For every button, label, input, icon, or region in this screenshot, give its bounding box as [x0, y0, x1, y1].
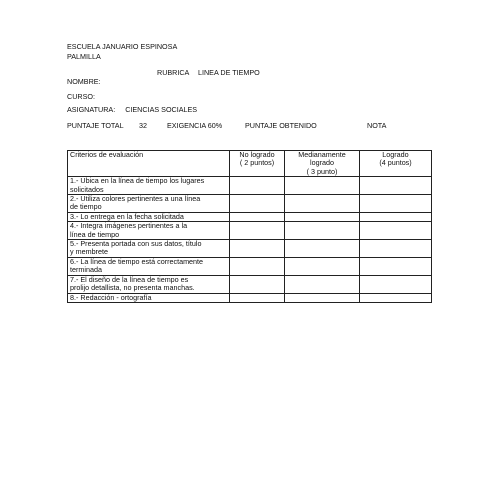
- score-cell-achieved[interactable]: [360, 275, 432, 293]
- score-cell-achieved[interactable]: [360, 222, 432, 240]
- criterion-text-line2: de tiempo: [70, 202, 102, 212]
- criterion-text-line2: línea de tiempo: [70, 229, 120, 239]
- medium-header-label-1: Medianamente: [298, 150, 346, 159]
- criterion-text-line2: solicitados: [70, 184, 104, 194]
- rubric-header-row: [68, 151, 432, 177]
- score-cell-medium[interactable]: [285, 222, 360, 240]
- subject-value: CIENCIAS SOCIALES: [125, 105, 198, 114]
- criterion-cell: [68, 257, 230, 275]
- score-cell-not-achieved[interactable]: [230, 212, 285, 221]
- score-total-value: 32: [139, 121, 147, 130]
- criteria-header: [68, 151, 230, 177]
- criterion-cell: [68, 195, 230, 213]
- exigencia-label: EXIGENCIA 60%: [167, 121, 223, 130]
- criterion-cell: [68, 240, 230, 258]
- criterion-text-line1: 6.- La línea de tiempo está correctamente: [70, 256, 204, 266]
- achieved-header-label: Logrado: [382, 150, 409, 159]
- score-cell-not-achieved[interactable]: [230, 240, 285, 258]
- score-obtained-label: PUNTAJE OBTENIDO: [245, 121, 317, 130]
- score-cell-not-achieved[interactable]: [230, 195, 285, 213]
- not-achieved-header-label: No logrado: [239, 150, 275, 159]
- achieved-header-points: (4 puntos): [379, 158, 412, 168]
- rubric-table: [67, 150, 432, 303]
- rubric-title: LINEA DE TIEMPO: [198, 68, 260, 77]
- criterion-text-line2: terminada: [70, 265, 102, 275]
- subject-label: ASIGNATURA:: [67, 105, 116, 114]
- score-cell-not-achieved[interactable]: [230, 257, 285, 275]
- not-achieved-header: [230, 151, 285, 177]
- table-row: [68, 195, 432, 213]
- medium-header-label-2: logrado: [310, 158, 334, 168]
- course-label: CURSO:: [67, 92, 95, 101]
- table-row: [68, 275, 432, 293]
- score-cell-not-achieved[interactable]: [230, 177, 285, 195]
- criterion-text-line2: y membrete: [70, 247, 108, 257]
- school-city: PALMILLA: [67, 52, 101, 61]
- score-total-label: PUNTAJE TOTAL: [67, 121, 124, 130]
- criterion-text-line1: 4.- Integra imágenes pertinentes a la: [70, 221, 188, 231]
- medium-header-points: ( 3 punto): [306, 166, 338, 176]
- score-cell-achieved[interactable]: [360, 293, 432, 302]
- score-cell-achieved[interactable]: [360, 177, 432, 195]
- score-row: [67, 122, 397, 132]
- criterion-text-line1: 7.- El diseño de la línea de tiempo es: [70, 274, 189, 284]
- table-row: [68, 293, 432, 302]
- table-row: [68, 222, 432, 240]
- score-cell-achieved[interactable]: [360, 195, 432, 213]
- score-cell-not-achieved[interactable]: [230, 293, 285, 302]
- grade-label: NOTA: [367, 121, 387, 130]
- score-cell-medium[interactable]: [285, 240, 360, 258]
- criterion-text-line1: 3.- Lo entrega en la fecha solicitada: [70, 211, 184, 221]
- name-label: NOMBRE:: [67, 77, 101, 86]
- criterion-text-line1: 8.- Redacción - ortografía: [70, 292, 152, 302]
- score-cell-medium[interactable]: [285, 212, 360, 221]
- score-cell-medium[interactable]: [285, 195, 360, 213]
- score-cell-medium[interactable]: [285, 293, 360, 302]
- achieved-header: [360, 151, 432, 177]
- not-achieved-header-points: ( 2 puntos): [239, 158, 275, 168]
- criterion-text-line1: 5.- Presenta portada con sus datos, título: [70, 239, 202, 249]
- table-row: [68, 177, 432, 195]
- criterion-cell: [68, 275, 230, 293]
- rubric-type-label: RUBRICA: [157, 68, 190, 77]
- criteria-header-label: Criterios de evaluación: [70, 150, 144, 159]
- table-row: [68, 240, 432, 258]
- score-cell-achieved[interactable]: [360, 257, 432, 275]
- criterion-cell: [68, 222, 230, 240]
- score-cell-medium[interactable]: [285, 275, 360, 293]
- score-cell-not-achieved[interactable]: [230, 275, 285, 293]
- score-cell-achieved[interactable]: [360, 212, 432, 221]
- subject-row: [67, 106, 197, 114]
- criterion-text-line1: 1.- Ubica en la línea de tiempo los lugares: [70, 176, 205, 186]
- criterion-text-line2: prolijo detallista, no presenta manchas.: [70, 283, 195, 293]
- score-cell-medium[interactable]: [285, 177, 360, 195]
- school-name: ESCUELA JANUARIO ESPINOSA: [67, 42, 178, 51]
- criterion-text-line1: 2.- Utiliza colores pertinentes a una línea: [70, 194, 201, 204]
- medium-achieved-header: [285, 151, 360, 177]
- table-row: [68, 257, 432, 275]
- score-cell-not-achieved[interactable]: [230, 222, 285, 240]
- criterion-cell: [68, 177, 230, 195]
- score-cell-medium[interactable]: [285, 257, 360, 275]
- criterion-cell: [68, 293, 230, 302]
- score-cell-achieved[interactable]: [360, 240, 432, 258]
